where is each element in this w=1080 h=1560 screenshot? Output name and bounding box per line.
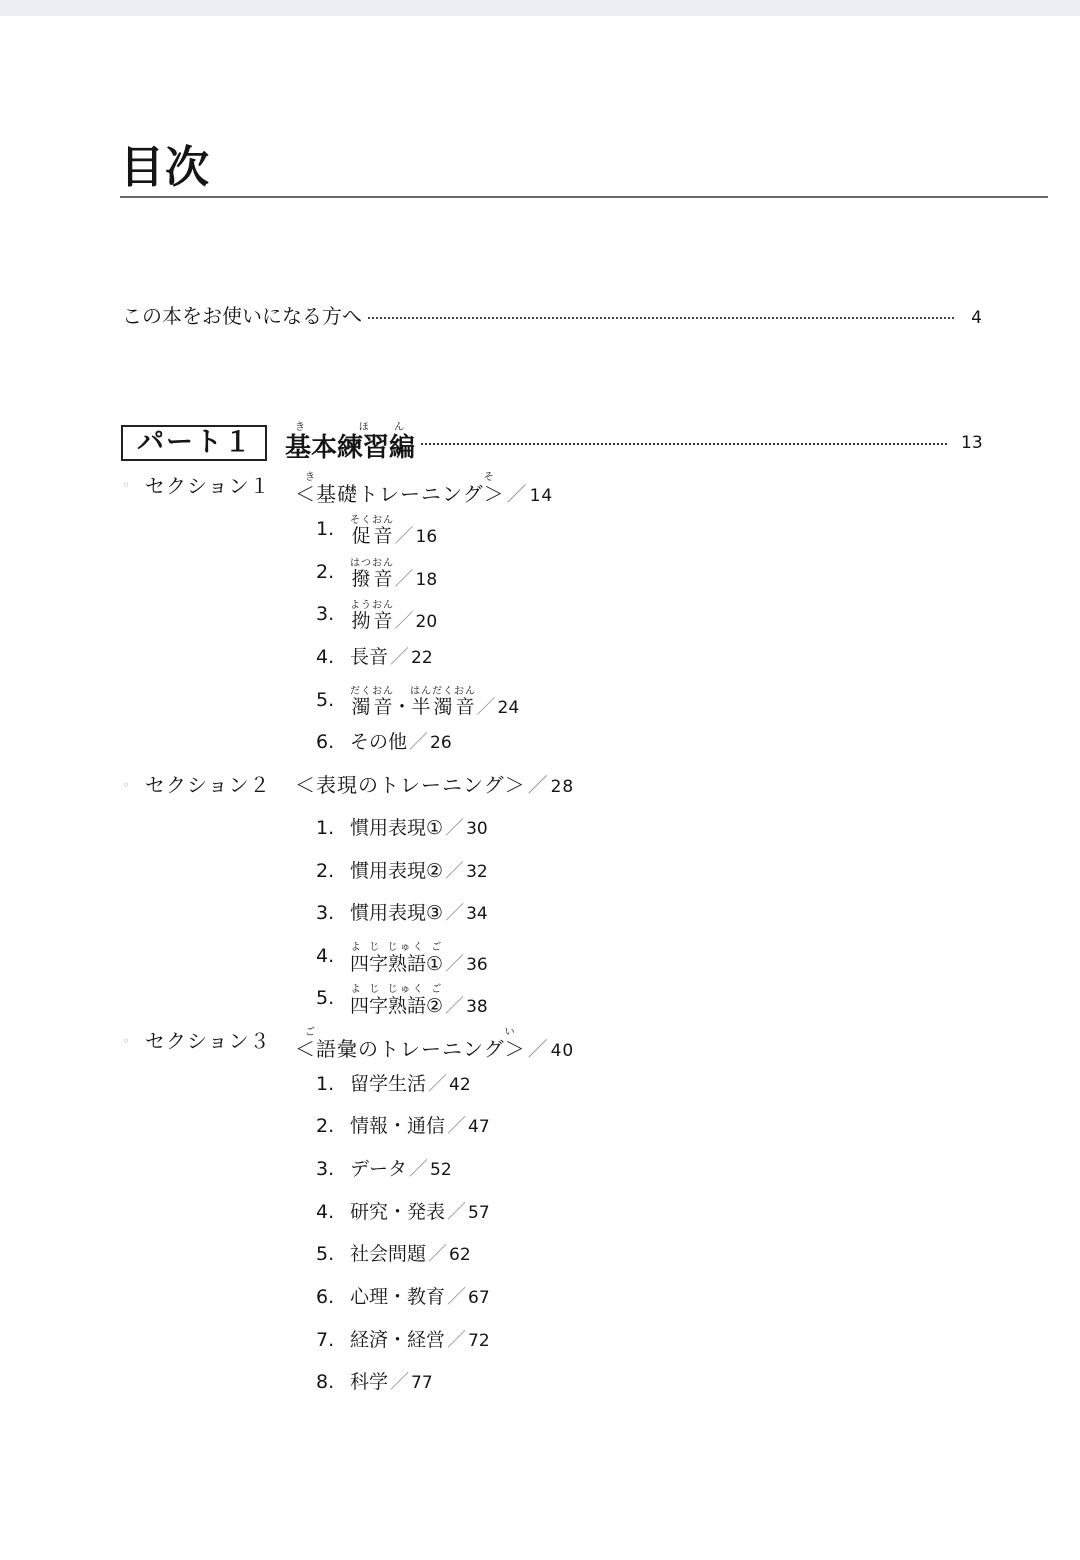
scan-mark: ◦ [122, 478, 131, 494]
part-title: 基本練習編き ほん [285, 422, 416, 463]
scan-mark: ◦ [122, 1034, 131, 1050]
scan-top-strip [0, 0, 1080, 16]
part-heading [121, 422, 981, 464]
toc-item: 4. 四字熟語①よ じ じゅく ご／ 36 [316, 942, 488, 975]
toc-item: 6. 心理・教育 ／ 67 [316, 1286, 490, 1308]
toc-item: 3. 拗音ようおん／ 20 [316, 600, 438, 632]
toc-item: 2. 情報・通信 ／ 47 [316, 1115, 490, 1137]
toc-item: 6. その他 ／ 26 [316, 731, 452, 753]
section-3-heading [145, 1027, 574, 1065]
toc-item: 7. 経済・経営 ／ 72 [316, 1329, 490, 1351]
toc-item: 1. 慣用表現① ／ 30 [316, 817, 488, 839]
page-title: 目次 [120, 142, 210, 193]
section-2-heading [145, 771, 574, 801]
toc-item: 5. 四字熟語②よ じ じゅく ご／ 38 [316, 984, 488, 1017]
section-title: ＜表現のトレーニング＞ ／ 28 [295, 773, 575, 797]
toc-item: 4. 研究・発表 ／ 57 [316, 1201, 490, 1223]
toc-item: 1. 留学生活 ／ 42 [316, 1073, 471, 1095]
toc-item: 8. 科学 ／ 77 [316, 1371, 433, 1393]
title-rule [120, 196, 1048, 198]
toc-item: 4. 長音 ／ 22 [316, 646, 433, 668]
intro-page: 4 [971, 308, 982, 328]
toc-item: 5. 社会問題 ／ 62 [316, 1243, 471, 1265]
toc-intro-entry [122, 302, 982, 332]
part-label-box: パート１ [121, 425, 267, 461]
dot-leader [421, 442, 947, 445]
section-title: ＜基礎トレーニング＞き そ／ 14 [295, 472, 554, 506]
toc-item: 2. 撥音はつおん／ 18 [316, 558, 438, 590]
section-label: セクション３ [145, 1029, 271, 1053]
section-1-heading [145, 472, 553, 510]
toc-item: 3. 慣用表現③ ／ 34 [316, 902, 488, 924]
part-page: 13 [961, 433, 983, 453]
scan-mark: ◦ [122, 778, 131, 794]
toc-item: 1. 促音そくおん／ 16 [316, 515, 438, 547]
section-label: セクション１ [145, 474, 271, 498]
toc-item: 3. データ ／ 52 [316, 1158, 452, 1180]
section-label: セクション２ [145, 773, 271, 797]
toc-item: 2. 慣用表現② ／ 32 [316, 860, 488, 882]
section-title: ＜語彙のトレーニング＞ご い／ 40 [295, 1027, 575, 1061]
toc-item: 5. 濁音だくおん・半濁音はんだくおん／ 24 [316, 686, 520, 718]
intro-label: この本をお使いになる方へ [122, 304, 362, 328]
dot-leader [368, 316, 954, 319]
